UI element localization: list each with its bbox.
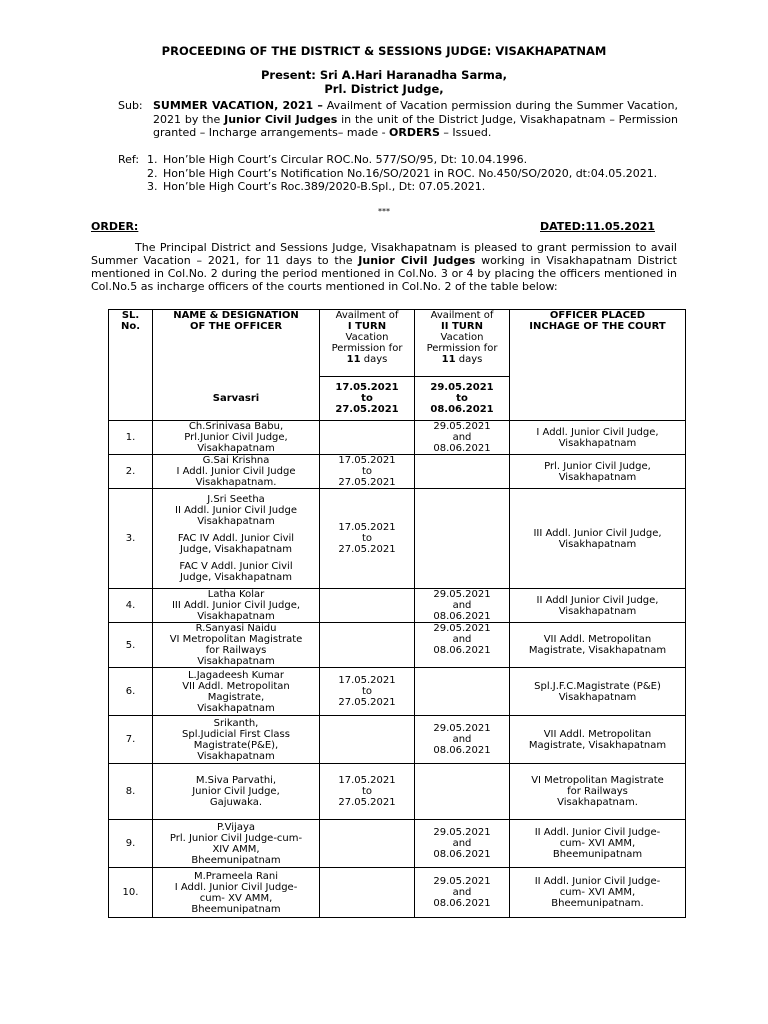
cell-second-turn-line: and: [452, 734, 472, 745]
subject-text-2: in the unit of the District Judge, Visakhapatnam – Permission granted – Incharge arrangements– made -: [153, 112, 679, 139]
cell-first-turn-line: 17.05.2021: [338, 522, 396, 533]
cell-second-turn-line: 08.06.2021: [433, 611, 491, 622]
cell-second-turn-line: and: [452, 887, 472, 898]
cell-first-turn-line: 27.05.2021: [338, 797, 396, 808]
cell-sl-no: 9.: [109, 820, 153, 868]
reference-text: Hon’ble High Court’s Circular ROC.No. 577/SO/95, Dt: 10.04.1996.: [163, 153, 528, 166]
cell-incharge-officer-line: Visakhapatnam: [558, 691, 637, 703]
cell-second-turn: [415, 489, 510, 589]
cell-second-turn-line: 29.05.2021: [433, 876, 491, 887]
table-row: [109, 868, 686, 918]
cell-officer-name-line: L.Jagadeesh Kumar: [187, 669, 285, 681]
subject-bold-3: ORDERS: [389, 126, 440, 139]
cell-second-turn-line: and: [452, 600, 472, 611]
present-line-1: Present: Sri A.Hari Haranadha Sarma,: [261, 68, 507, 82]
order-text-1: The Principal District and Sessions Judge, Visakhapatnam is pleased to grant permission to avail Summer Vacation – 2021, for 11 days to the: [91, 241, 677, 267]
cell-first-turn: [320, 489, 415, 589]
cell-incharge-officer-line: II Addl Junior Civil Judge,: [536, 594, 659, 606]
cell-incharge-officer: [510, 489, 686, 589]
cell-officer-name: [153, 589, 320, 623]
cell-officer-name: [153, 820, 320, 868]
cell-first-turn: [320, 764, 415, 820]
table-row: [109, 668, 686, 716]
subject-text: [153, 99, 678, 140]
cell-officer-name-line: Bheemunipatnam: [191, 903, 281, 915]
cell-officer-name-line: Magistrate,: [207, 691, 265, 703]
reference-item: [147, 167, 667, 181]
cell-incharge-officer-line: Spl.J.F.C.Magistrate (P&E): [534, 680, 661, 692]
cell-first-turn-line: to: [361, 533, 373, 544]
cell-first-turn-line: to: [361, 466, 373, 477]
cell-incharge-officer-line: Visakhapatnam: [558, 538, 637, 550]
cell-officer-name-line: II Addl. Junior Civil Judge: [175, 505, 297, 516]
header-period-2: 29.05.2021 to 08.06.2021: [415, 377, 510, 421]
cell-incharge-officer: [510, 820, 686, 868]
cell-first-turn-line: 17.05.2021: [338, 455, 396, 466]
table-row: [109, 455, 686, 489]
cell-officer-name-line: Bheemunipatnam: [191, 854, 281, 866]
cell-officer-name-line: cum- XV AMM,: [199, 892, 273, 904]
reference-number: 1.: [147, 153, 158, 166]
cell-second-turn-line: 08.06.2021: [433, 443, 491, 454]
cell-first-turn: [320, 623, 415, 668]
table-row: [109, 820, 686, 868]
cell-incharge-officer-line: III Addl. Junior Civil Judge,: [533, 527, 662, 539]
cell-second-turn: [415, 421, 510, 455]
cell-officer-name-line: Visakhapatnam: [197, 443, 275, 454]
table-header-row: [109, 310, 686, 377]
cell-sl-no: 2.: [109, 455, 153, 489]
cell-officer-name: [153, 455, 320, 489]
cell-incharge-officer-line: Prl. Junior Civil Judge,: [544, 460, 651, 472]
reference-list: [147, 153, 667, 194]
cell-first-turn: [320, 668, 415, 716]
cell-second-turn: [415, 716, 510, 764]
cell-second-turn: [415, 589, 510, 623]
separator-stars: ***: [378, 207, 390, 216]
cell-first-turn-line: 17.05.2021: [338, 675, 396, 686]
order-heading: ORDER:: [91, 220, 139, 233]
cell-second-turn-line: and: [452, 634, 472, 645]
header-incharge-officer: OFFICER PLACED INCHAGE OF THE COURT: [510, 310, 686, 377]
cell-incharge-officer-line: Magistrate, Visakhapatnam: [528, 645, 667, 656]
cell-incharge-officer-line: Visakhapatnam: [558, 437, 637, 449]
cell-officer-name-line: J.Sri Seetha: [207, 494, 265, 505]
subject-text-1: Availment of Vacation permission during the Summer Vacation, 2021 by the: [153, 99, 678, 126]
cell-second-turn: [415, 623, 510, 668]
cell-officer-name-line: FAC V Addl. Junior Civil: [179, 561, 293, 572]
cell-incharge-officer-line: VI Metropolitan Magistrate: [531, 775, 664, 786]
header-incharge-blank: [510, 377, 686, 421]
cell-second-turn-line: 08.06.2021: [433, 849, 491, 860]
cell-officer-name-line: Visakhapatnam.: [195, 477, 277, 488]
cell-officer-name-line: Prl. Junior Civil Judge-cum-: [169, 832, 303, 844]
cell-second-turn: [415, 668, 510, 716]
proceeding-title: PROCEEDING OF THE DISTRICT & SESSIONS JUDGE: VISAKHAPATNAM: [161, 44, 607, 58]
cell-incharge-officer: [510, 764, 686, 820]
cell-first-turn: [320, 716, 415, 764]
header-name-designation: NAME & DESIGNATION OF THE OFFICER: [153, 310, 320, 377]
cell-sl-no: 5.: [109, 623, 153, 668]
cell-officer-name: [153, 868, 320, 918]
cell-officer-name-line: Gajuwaka.: [209, 797, 263, 808]
cell-officer-name-line: FAC IV Addl. Junior Civil: [177, 533, 295, 544]
cell-officer-name: [153, 716, 320, 764]
cell-second-turn-line: and: [452, 432, 472, 443]
cell-incharge-officer: [510, 589, 686, 623]
cell-second-turn-line: 29.05.2021: [433, 723, 491, 734]
cell-incharge-officer: [510, 868, 686, 918]
cell-first-turn-line: 27.05.2021: [338, 544, 396, 555]
cell-sl-no: 8.: [109, 764, 153, 820]
order-paragraph: [91, 241, 677, 293]
cell-incharge-officer-line: cum- XVI AMM,: [559, 838, 636, 849]
cell-incharge-officer-line: Visakhapatnam: [558, 471, 637, 483]
table-period-row: [109, 377, 686, 421]
cell-incharge-officer-line: Bheemunipatnam.: [551, 898, 644, 909]
order-text-2: working in Visakhapatnam District mentioned in Col.No. 2 during the period mentioned in Col.No. 3 or 4 by placing the officers mentioned in Col.No.5 as incharge officers of the courts mentioned in Col.No. 2 of the table below:: [91, 254, 677, 293]
cell-incharge-officer: [510, 455, 686, 489]
header-sarvasri: Sarvasri: [153, 377, 320, 421]
reference-item: [147, 153, 667, 167]
cell-incharge-officer-line: for Railways: [567, 786, 628, 797]
cell-second-turn-line: 08.06.2021: [433, 645, 491, 656]
cell-officer-name-line: for Railways: [205, 645, 267, 656]
cell-officer-name-line: Judge, Visakhapatnam: [179, 572, 293, 583]
order-bold: Junior Civil Judges: [358, 254, 476, 267]
cell-officer-name-line: Visakhapatnam: [197, 516, 275, 527]
cell-first-turn-line: to: [361, 686, 373, 697]
cell-officer-name: [153, 668, 320, 716]
cell-officer-name-line: Ch.Srinivasa Babu,: [188, 421, 284, 432]
cell-sl-no: 7.: [109, 716, 153, 764]
cell-officer-name-line: VII Addl. Metropolitan: [182, 680, 290, 692]
cell-first-turn-line: to: [361, 786, 373, 797]
cell-incharge-officer-line: Visakhapatnam: [558, 605, 637, 617]
cell-incharge-officer-line: VII Addl. Metropolitan: [543, 634, 652, 645]
cell-officer-name-line: I Addl. Junior Civil Judge-: [174, 881, 298, 893]
cell-officer-name-line: P.Vijaya: [216, 821, 255, 833]
cell-officer-name-line: M.Siva Parvathi,: [195, 775, 277, 786]
table-row: [109, 764, 686, 820]
cell-first-turn: [320, 868, 415, 918]
cell-incharge-officer-line: VII Addl. Metropolitan: [543, 728, 652, 740]
table-row: [109, 623, 686, 668]
cell-first-turn-line: 17.05.2021: [338, 775, 396, 786]
table-row: [109, 716, 686, 764]
cell-second-turn: [415, 820, 510, 868]
cell-officer-name-line: Spl.Judicial First Class: [182, 728, 290, 740]
cell-officer-name-line: XIV AMM,: [212, 843, 260, 855]
cell-sl-no: 4.: [109, 589, 153, 623]
cell-first-turn: [320, 455, 415, 489]
cell-incharge-officer-line: II Addl. Junior Civil Judge-: [534, 827, 661, 838]
reference-label: Ref:: [118, 153, 140, 166]
cell-officer-name-line: Visakhapatnam: [197, 702, 275, 714]
cell-officer-name-line: M.Prameela Rani: [193, 870, 278, 882]
cell-incharge-officer-line: Visakhapatnam.: [557, 797, 638, 808]
cell-incharge-officer-line: Magistrate, Visakhapatnam: [528, 739, 667, 751]
table-row: [109, 489, 686, 589]
cell-officer-name-line: III Addl. Junior Civil Judge,: [171, 600, 301, 611]
subject-text-3: – Issued.: [439, 126, 492, 139]
subject-bold-2: Junior Civil Judges: [224, 112, 338, 126]
cell-officer-name-line: Latha Kolar: [207, 589, 265, 600]
subject-bold-1: SUMMER VACATION, 2021 –: [153, 99, 323, 112]
table-row: [109, 589, 686, 623]
cell-officer-name: [153, 623, 320, 668]
cell-officer-name: [153, 764, 320, 820]
cell-officer-name-line: Magistrate(P&E),: [193, 739, 279, 751]
cell-officer-name-line: I Addl. Junior Civil Judge: [176, 466, 296, 477]
reference-text: Hon’ble High Court’s Roc.389/2020-B.Spl., Dt: 07.05.2021.: [163, 180, 486, 193]
cell-second-turn-line: 08.06.2021: [433, 898, 491, 909]
cell-incharge-officer: [510, 421, 686, 455]
present-line-2: Prl. District Judge,: [324, 82, 444, 96]
cell-officer-name-line: Visakhapatnam: [197, 611, 275, 622]
cell-officer-name-line: Junior Civil Judge,: [192, 786, 280, 797]
cell-officer-name-line: R.Sanyasi Naidu: [195, 623, 277, 634]
header-sl-blank: [109, 377, 153, 421]
reference-number: 2.: [147, 166, 158, 180]
reference-text: Hon’ble High Court’s Notification No.16/SO/2021 in ROC. No.450/SO/2020, dt:04.05.2021.: [163, 166, 658, 180]
header-second-turn: Availment of II TURN Vacation Permission for 11 days: [415, 310, 510, 377]
cell-officer-name-line: Srikanth,: [213, 717, 259, 729]
subject-label: Sub:: [118, 99, 143, 112]
cell-first-turn: [320, 589, 415, 623]
cell-officer-name-line: Visakhapatnam: [197, 656, 275, 667]
present-block: [0, 68, 768, 96]
cell-first-turn: [320, 421, 415, 455]
cell-sl-no: 1.: [109, 421, 153, 455]
cell-sl-no: 10.: [109, 868, 153, 918]
cell-sl-no: 6.: [109, 668, 153, 716]
cell-incharge-officer-line: II Addl. Junior Civil Judge-: [534, 876, 661, 887]
vacation-table: [108, 309, 686, 918]
cell-officer-name-line: Judge, Visakhapatnam: [179, 544, 293, 555]
cell-incharge-officer: [510, 716, 686, 764]
cell-first-turn-line: 27.05.2021: [338, 697, 396, 708]
cell-second-turn-line: 29.05.2021: [433, 421, 491, 432]
cell-second-turn-line: 08.06.2021: [433, 745, 491, 756]
reference-number: 3.: [147, 180, 158, 193]
cell-incharge-officer-line: cum- XVI AMM,: [559, 887, 636, 898]
dated-heading: DATED:11.05.2021: [540, 220, 655, 233]
cell-second-turn: [415, 764, 510, 820]
cell-officer-name-line: Visakhapatnam: [197, 750, 275, 762]
header-first-turn: Availment of I TURN Vacation Permission for 11 days: [320, 310, 415, 377]
cell-first-turn: [320, 820, 415, 868]
cell-officer-name-line: G.Sai Krishna: [202, 455, 270, 466]
cell-second-turn-line: 29.05.2021: [433, 623, 491, 634]
cell-first-turn-line: 27.05.2021: [338, 477, 396, 488]
cell-second-turn: [415, 868, 510, 918]
cell-incharge-officer-line: I Addl. Junior Civil Judge,: [536, 426, 659, 438]
table-row: [109, 421, 686, 455]
cell-second-turn: [415, 455, 510, 489]
cell-second-turn-line: 29.05.2021: [433, 589, 491, 600]
cell-officer-name-line: Prl.Junior Civil Judge,: [184, 432, 288, 443]
cell-officer-name: [153, 421, 320, 455]
cell-incharge-officer-line: Bheemunipatnam: [552, 849, 643, 860]
cell-officer-name-line: VI Metropolitan Magistrate: [169, 634, 303, 645]
cell-incharge-officer: [510, 668, 686, 716]
cell-incharge-officer: [510, 623, 686, 668]
cell-officer-name: [153, 489, 320, 589]
header-sl-no: SL. No.: [109, 310, 153, 377]
cell-sl-no: 3.: [109, 489, 153, 589]
reference-item: [147, 180, 667, 194]
header-period-1: 17.05.2021 to 27.05.2021: [320, 377, 415, 421]
cell-second-turn-line: 29.05.2021: [433, 827, 491, 838]
cell-second-turn-line: and: [452, 838, 472, 849]
